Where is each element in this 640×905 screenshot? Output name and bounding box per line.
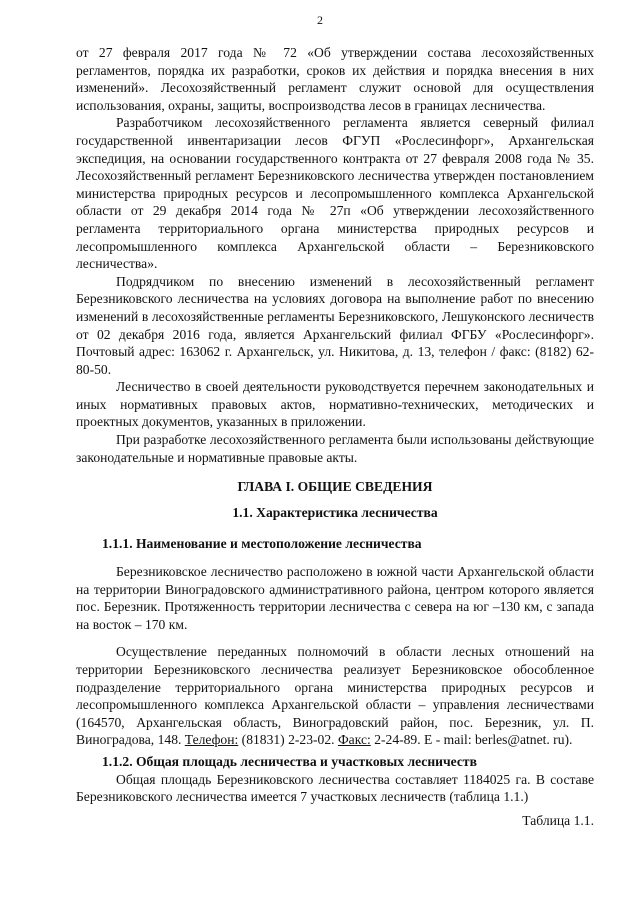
paragraph-legal-acts: Лесничество в своей деятельности руководствуется перечнем законодательных и иных нормативных правовых актов, нормативно-технических, методических и проектных документов, указанных в приложении. xyxy=(76,379,594,430)
phone-label: Телефон: xyxy=(184,732,239,748)
paragraph-area: Общая площадь Березниковского лесничества составляет 1184025 га. В составе Березниковского лесничества имеется 7 участковых лесничеств (таблица 1.1.) xyxy=(76,771,594,805)
table-caption: Таблица 1.1. xyxy=(522,812,594,828)
phone-value: (81831) 2-23-02. xyxy=(238,732,338,748)
paragraph-developer: Разработчиком лесохозяйственного регламента является северный филиал государственной инвентаризации лесов ФГУП «Рослесинфорг», Архангельская экспедиция, на основании государственного контракта от 27 февраля 2008 года № 35. Лесохозяйственный регламент Березниковского лесничества утвержден постановлением министерства природных ресурсов и лесопромышленного комплекса Архангельской области от 29 декабря 2014 года № 27п «Об утверждении лесохозяйственного регламента территориального органа министерства природных ресурсов и лесопромышленного комплекса Архангельской области – Березниковского лесничества». xyxy=(76,115,594,272)
paragraph-contractor: Подрядчиком по внесению изменений в лесохозяйственный регламент Березниковского лесничества на условиях договора на выполнение работ по внесению изменений в лесохозяйственные регламенты Березниковского, Лешуконского лесничеств от 02 декабря 2016 года, является Архангельский филиал ФГБУ «Рослесинфорг». Почтовый адрес: 163062 г. Архангельск, ул. Никитова, д. 13, телефон / факс: (8182) 62-80-50. xyxy=(76,273,594,377)
subsection-title-location: 1.1.1. Наименование и местоположение лесничества xyxy=(102,536,422,552)
page-number: 2 xyxy=(317,13,323,27)
paragraph-authority xyxy=(76,643,594,749)
fax-label: Факс: xyxy=(337,732,371,748)
paragraph-used-acts: При разработке лесохозяйственного регламента были использованы действующие законодательные и нормативные правовые акты. xyxy=(76,432,594,465)
paragraph-location: Березниковское лесничество расположено в южной части Архангельской области на территории Виноградовского административного района, центром которого является пос. Березник. Протяженность территории лесничества с севера на юг –130 км, с запада на восток – 170 км. xyxy=(76,564,594,632)
fax-value: 2-24-89. E - mail: berles@atnet. ru). xyxy=(370,732,573,748)
section-title: 1.1. Характеристика лесничества xyxy=(232,504,438,520)
authority-text: Осуществление переданных полномочий в области лесных отношений на территории Березниковского лесничества реализует Березниковское обособленное подразделение территориального органа министерства природных ресурсов и лесопромышленного комплекса Архангельской области – управления лесничествами (164570, Архангельская область, Виноградовский район, пос. Березник, ул. П. Виноградова, 148. xyxy=(76,644,594,748)
paragraph-regulation-basis: от 27 февраля 2017 года № 72 «Об утверждении состава лесохозяйственных регламентов, порядка их разработки, сроков их действия и порядка внесения в них изменений». Лесохозяйственный регламент служит основой для осуществления использования, охраны, защиты, воспроизводства лесов в границах лесничества. xyxy=(76,45,594,113)
chapter-title: ГЛАВА I. ОБЩИЕ СВЕДЕНИЯ xyxy=(237,479,433,495)
subsection-title-area: 1.1.2. Общая площадь лесничества и участковых лесничеств xyxy=(102,753,477,769)
document-body xyxy=(76,44,594,829)
